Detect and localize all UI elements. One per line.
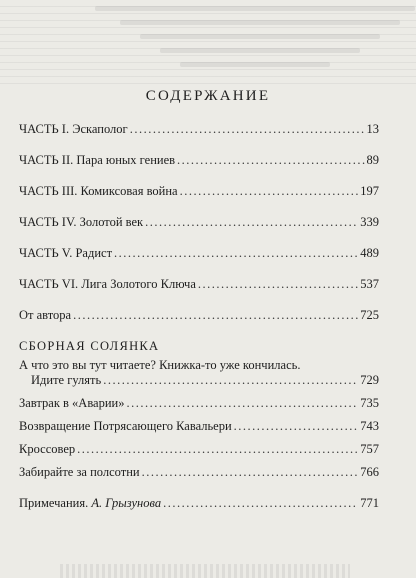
- toc-entry-page: 725: [360, 308, 379, 322]
- leader-dots: [145, 215, 358, 230]
- leader-dots: [142, 465, 359, 480]
- toc-entry-page: 735: [360, 396, 379, 410]
- toc-entry-part-5[interactable]: [19, 246, 379, 261]
- toc-entry-page: 89: [366, 153, 379, 167]
- toc-entry-title: ЧАСТЬ III. Комиксовая война: [19, 184, 178, 198]
- toc-entry-title: Кроссовер: [19, 442, 76, 456]
- notes-author: А. Грызунова: [91, 496, 162, 510]
- leader-dots: [130, 122, 365, 137]
- toc-entry-collection-1[interactable]: [19, 373, 379, 388]
- toc-entry-title: ЧАСТЬ IV. Золотой век: [19, 215, 144, 229]
- page-title: СОДЕРЖАНИЕ: [145, 88, 271, 104]
- toc-entry-page: 339: [360, 215, 379, 229]
- collection-intro: А что это вы тут читаете? Книжка-то уже кончилась.: [19, 358, 301, 372]
- leader-dots: [198, 277, 358, 292]
- toc-entry-collection-2[interactable]: [19, 396, 379, 411]
- toc-entry-part-4[interactable]: [19, 215, 379, 230]
- toc-entry-page: 743: [360, 419, 379, 433]
- toc-entry-collection-3[interactable]: [19, 419, 379, 434]
- toc-entry-part-1[interactable]: [19, 122, 379, 137]
- leader-dots: [180, 184, 359, 199]
- toc-entry-title: Возвращение Потрясающего Кавальери: [19, 419, 232, 433]
- collection-heading: СБОРНАЯ СОЛЯНКА: [19, 339, 160, 353]
- toc-entry-part-6[interactable]: [19, 277, 379, 292]
- toc-entry-page: 489: [360, 246, 379, 260]
- toc-entry-title: [19, 496, 161, 511]
- toc-entry-page: 757: [360, 442, 379, 456]
- toc-entry-title: ЧАСТЬ VI. Лига Золотого Ключа: [19, 277, 196, 291]
- toc-entry-title: ЧАСТЬ I. Эскаполог: [19, 122, 128, 136]
- toc-entry-title: Идите гулять: [31, 373, 102, 387]
- leader-dots: [77, 442, 358, 457]
- toc-entry-title: Забирайте за полсотни: [19, 465, 140, 479]
- toc-entry-page: 766: [360, 465, 379, 479]
- toc-entry-title: Завтрак в «Аварии»: [19, 396, 125, 410]
- toc-entry-part-3[interactable]: [19, 184, 379, 199]
- table-of-contents: [19, 122, 379, 511]
- leader-dots: [234, 419, 359, 434]
- notes-label: Примечания.: [19, 496, 89, 510]
- leader-dots: [114, 246, 358, 261]
- toc-entry-title: ЧАСТЬ V. Радист: [19, 246, 113, 260]
- leader-dots: [163, 496, 358, 511]
- toc-entry-title: От автора: [19, 308, 72, 322]
- toc-entry-page: 537: [360, 277, 379, 291]
- leader-dots: [73, 308, 358, 323]
- toc-entry-collection-4[interactable]: [19, 442, 379, 457]
- toc-entry-afterword[interactable]: [19, 308, 379, 323]
- toc-entry-page: 197: [360, 184, 379, 198]
- bleed-through-bottom: [60, 564, 350, 578]
- toc-entry-page: 771: [360, 496, 379, 510]
- toc-entry-page: 13: [366, 122, 379, 136]
- toc-entry-part-2[interactable]: [19, 153, 379, 168]
- leader-dots: [103, 373, 358, 388]
- leader-dots: [126, 396, 358, 411]
- bleed-through-text: [0, 0, 416, 84]
- toc-entry-notes[interactable]: [19, 496, 379, 511]
- toc-entry-collection-5[interactable]: [19, 465, 379, 480]
- toc-entry-page: 729: [360, 373, 379, 387]
- leader-dots: [177, 153, 364, 168]
- toc-entry-title: ЧАСТЬ II. Пара юных гениев: [19, 153, 176, 167]
